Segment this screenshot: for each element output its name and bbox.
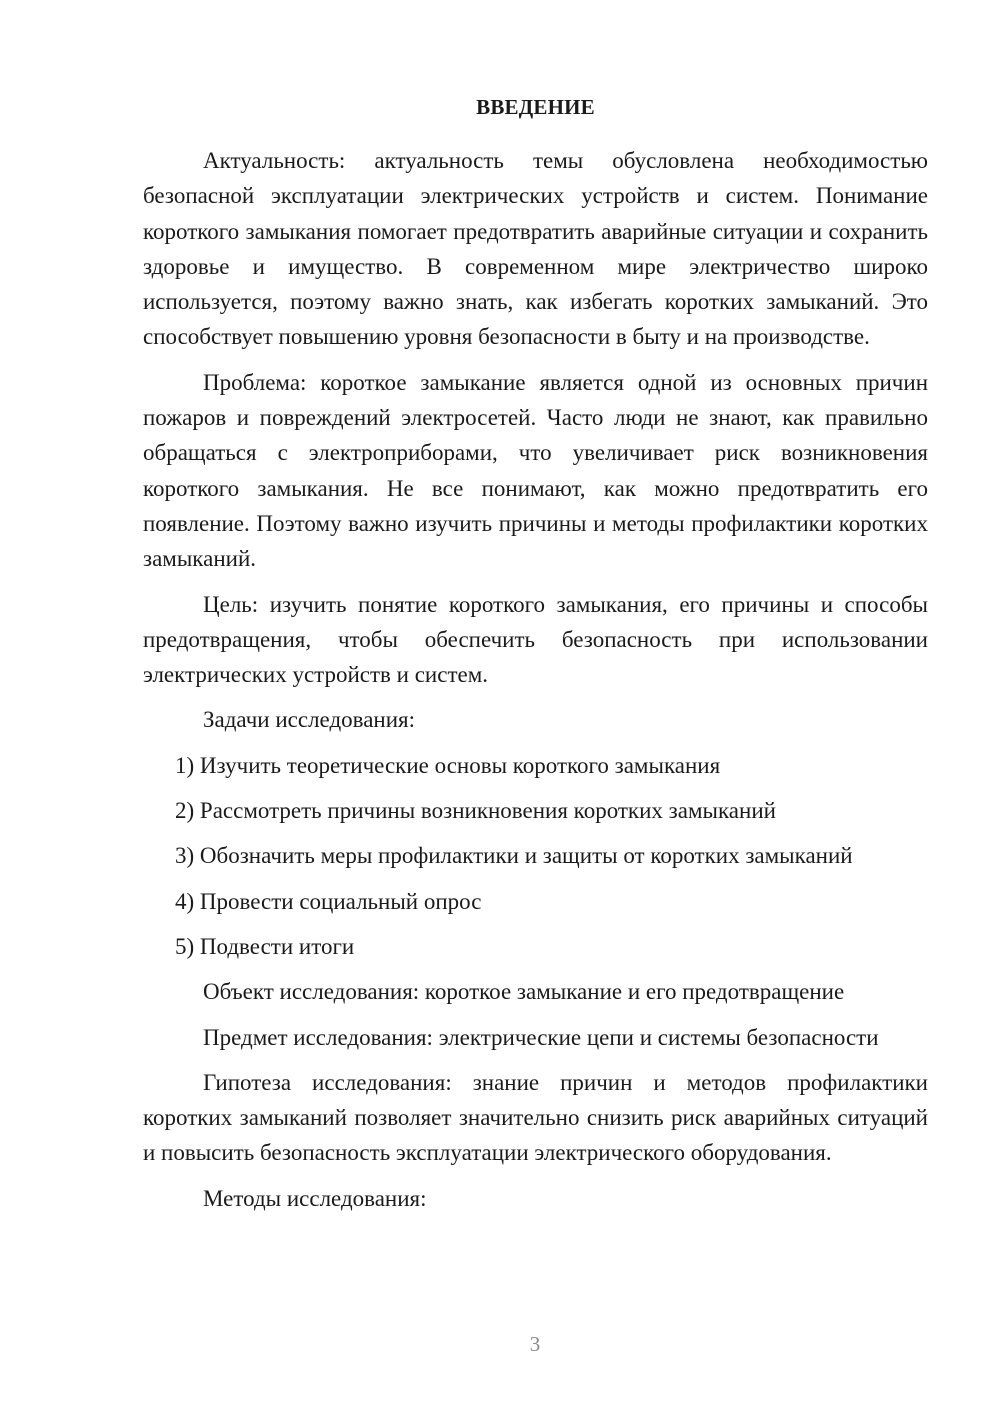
problem-paragraph: Проблема: короткое замыкание является одной из основных причин пожаров и повреждений электросетей. Часто люди не знают, как правильно обращаться с электроприборами, что увеличивает риск возникновения короткого замыкания. Не все понимают, как можно предотвратить его появление. Поэтому важно изучить причины и методы профилактики коротких замыканий. — [143, 369, 928, 572]
hypothesis-paragraph: Гипотеза исследования: знание причин и методов профилактики коротких замыканий позволяет значительно снизить риск аварийных ситуаций и повысить безопасность эксплуатации электрического оборудования. — [143, 1069, 928, 1166]
page-number: 3 — [529, 1332, 541, 1356]
task-item: 4) Провести социальный опрос — [175, 888, 482, 914]
task-item: 3) Обозначить меры профилактики и защиты от коротких замыканий — [175, 843, 853, 869]
methods-heading: Методы исследования: — [203, 1185, 427, 1211]
task-item: 5) Подвести итоги — [175, 933, 355, 959]
research-subject: Предмет исследования: электрические цепи и системы безопасности — [203, 1024, 879, 1050]
goal-paragraph: Цель: изучить понятие короткого замыкания, его причины и способы предотвращения, чтобы обеспечить безопасность при использовании электрических устройств и систем. — [143, 591, 928, 688]
task-item: 1) Изучить теоретические основы короткого замыкания — [175, 752, 721, 778]
document-page — [143, 92, 928, 1226]
section-title: ВВЕДЕНИЕ — [476, 95, 595, 119]
relevance-paragraph: Актуальность: актуальность темы обусловлена необходимостью безопасной эксплуатации электрических устройств и систем. Понимание короткого замыкания помогает предотвратить аварийные ситуации и сохранить здоровье и имущество. В современном мире электричество широко используется, поэтому важно знать, как избегать коротких замыканий. Это способствует повышению уровня безопасности в быту и на производстве. — [143, 148, 928, 350]
research-object: Объект исследования: короткое замыкание и его предотвращение — [203, 979, 845, 1005]
task-item: 2) Рассмотреть причины возникновения коротких замыканий — [175, 798, 776, 824]
tasks-heading: Задачи исследования: — [203, 707, 416, 733]
